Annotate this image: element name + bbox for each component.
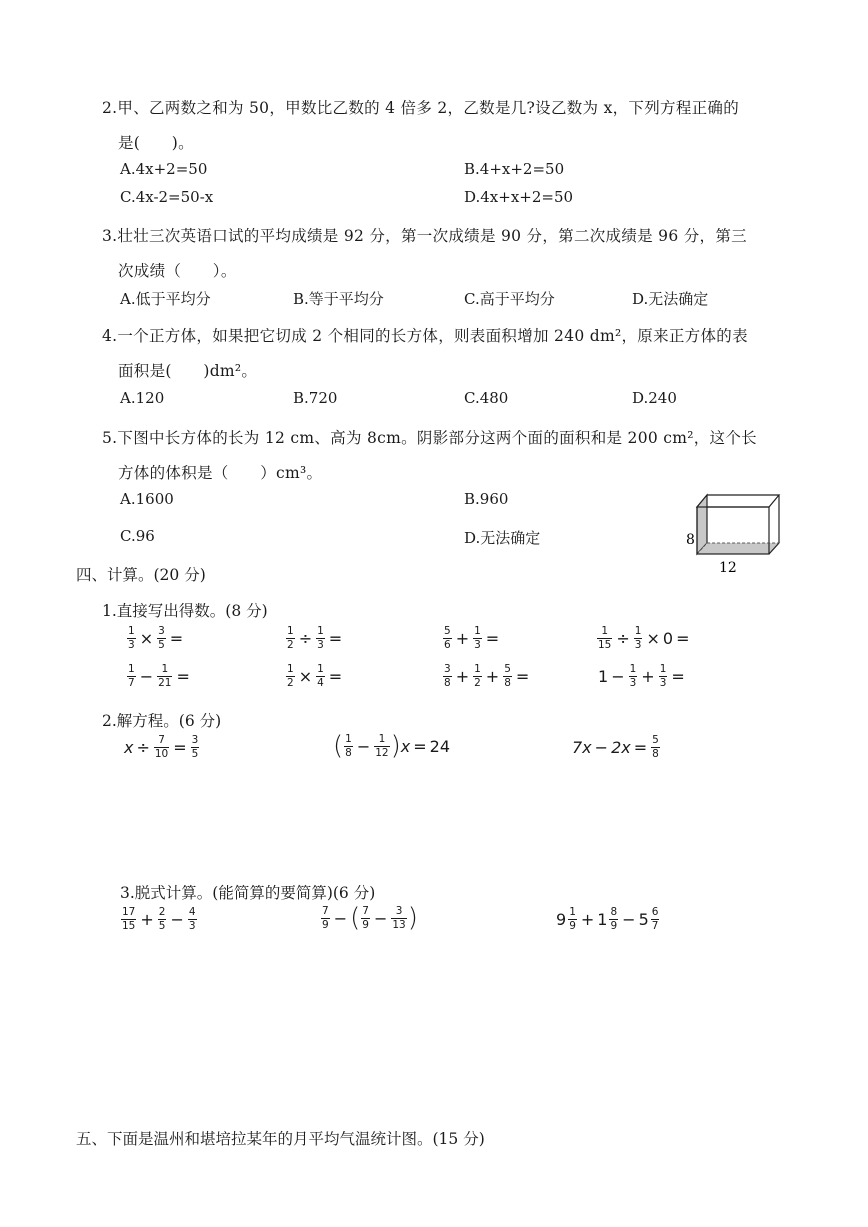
option-d: D.240 (632, 389, 677, 407)
question-4-text: 4.一个正方体，如果把它切成 2 个相同的长方体，则表面积增加 240 dm²，原来正方体的表 (102, 327, 748, 345)
equation-2: ( $\frac{1}{8}$ − $\frac{1}{12}$ ) x = 24 (333, 731, 451, 761)
expr-5: $\frac{1}{7}$ − $\frac{1}{21}$ = (128, 663, 190, 689)
calc-1: $\frac{17}{15}$ + $\frac{2}{5}$ − $\frac{4}{3}$ (122, 906, 196, 932)
question-3-text: 3.壮壮三次英语口试的平均成绩是 92 分，第一次成绩是 90 分，第二次成绩是 96 分，第三 (102, 227, 747, 245)
option-d: D.4x+x+2=50 (464, 188, 574, 206)
equation-1: x ÷ $\frac{7}{10}$ = $\frac{3}{5}$ (124, 734, 199, 760)
question-4-text-cont: 面积是( )dm²。 (118, 362, 258, 380)
question-5-text-cont: 方体的体积是（ ）cm³。 (118, 464, 323, 482)
fraction: $\frac{3}{5}$ (158, 625, 165, 651)
question-3-text-cont: 次成绩（ ）。 (118, 262, 237, 280)
question-2-text-cont: 是( )。 (118, 134, 194, 152)
section-5-title: 五、下面是温州和堪培拉某年的月平均气温统计图。(15 分) (76, 1130, 485, 1148)
option-a: A.4x+2=50 (120, 160, 208, 178)
option-b: B.720 (293, 389, 338, 407)
figure-height-label: 8 (686, 532, 695, 548)
expr-4: $\frac{1}{15}$ ÷ $\frac{1}{3}$ × 0 = (598, 625, 690, 651)
option-a: A.1600 (120, 490, 174, 508)
option-c: C.4x-2=50-x (120, 188, 214, 206)
option-b: B.等于平均分 (293, 290, 384, 308)
figure-length-label: 12 (719, 560, 737, 576)
option-c: C.高于平均分 (464, 290, 555, 308)
expr-7: $\frac{3}{8}$ + $\frac{1}{2}$ + $\frac{5}{8}$ = (444, 663, 530, 689)
option-d: D.无法确定 (464, 529, 541, 547)
option-a: A.120 (120, 389, 165, 407)
expr-6: $\frac{1}{2}$ × $\frac{1}{4}$ = (287, 663, 343, 689)
option-c: C.480 (464, 389, 509, 407)
expr-2: $\frac{1}{2}$ ÷ $\frac{1}{3}$ = (287, 625, 343, 651)
question-2-text: 2.甲、乙两数之和为 50，甲数比乙数的 4 倍多 2，乙数是几?设乙数为 x，下列方程正确的 (102, 99, 740, 117)
expr-1: $\frac{1}{3}$ × $\frac{3}{5}$ = (128, 625, 184, 651)
expr-3: $\frac{5}{6}$ + $\frac{1}{3}$ = (444, 625, 500, 651)
option-d: D.无法确定 (632, 290, 709, 308)
part-3-title: 3.脱式计算。(能简算的要简算)(6 分) (120, 884, 376, 902)
option-b: B.960 (464, 490, 509, 508)
part-2-title: 2.解方程。(6 分) (102, 712, 222, 730)
part-1-title: 1.直接写出得数。(8 分) (102, 602, 268, 620)
equation-3: 7x − 2x = $\frac{5}{8}$ (572, 734, 659, 760)
section-4-title: 四、计算。(20 分) (76, 566, 206, 584)
calc-3: 9 $\frac{1}{9}$ + 1 $\frac{8}{9}$ − 5 $\frac{6}{7}$ (556, 906, 659, 932)
expr-8: 1 − $\frac{1}{3}$ + $\frac{1}{3}$ = (598, 663, 685, 689)
fraction: $\frac{1}{3}$ (128, 625, 135, 651)
question-5-text: 5.下图中长方体的长为 12 cm、高为 8cm。阴影部分这两个面的面积和是 200 cm²，这个长 (102, 429, 757, 447)
option-c: C.96 (120, 527, 155, 545)
cuboid-figure (684, 490, 784, 580)
calc-2: $\frac{7}{9}$ − ( $\frac{7}{9}$ − $\frac{3}{13}$ ) (322, 903, 418, 933)
option-b: B.4+x+2=50 (464, 160, 565, 178)
option-a: A.低于平均分 (120, 290, 211, 308)
